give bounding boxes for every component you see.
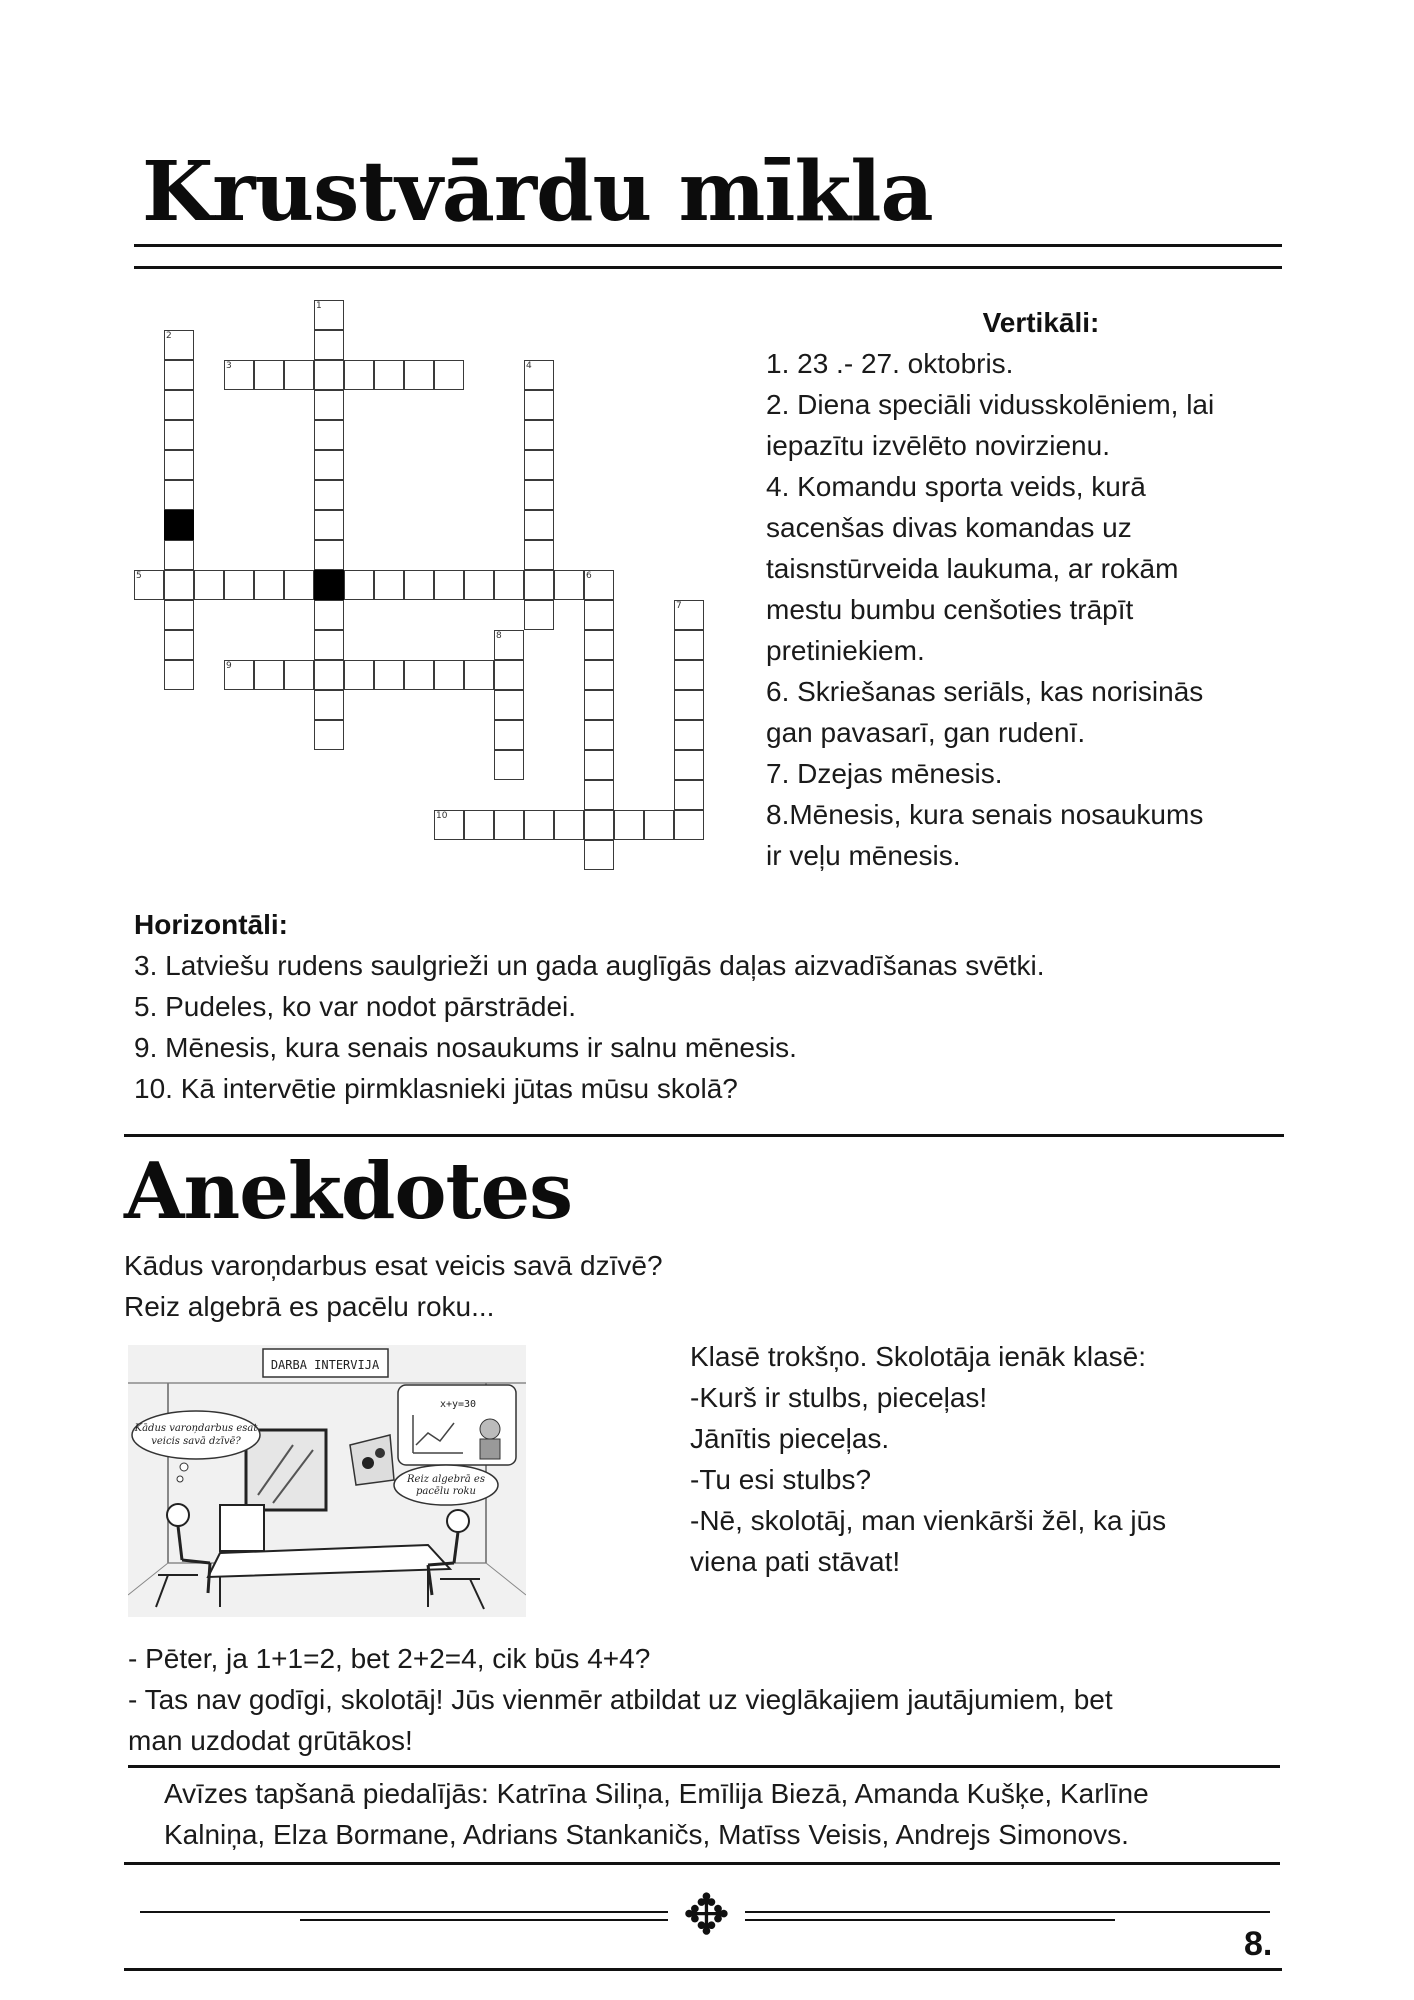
- crossword-cell[interactable]: [404, 570, 434, 600]
- crossword-cell[interactable]: [284, 570, 314, 600]
- vertical-clue-line: taisnstūrveida laukuma, ar rokām: [766, 553, 1179, 584]
- crossword-cell[interactable]: [524, 390, 554, 420]
- crossword-cell[interactable]: [674, 750, 704, 780]
- horizontal-clue-line: 5. Pudeles, ko var nodot pārstrādei.: [134, 991, 577, 1022]
- horizontal-clue-line: 9. Mēnesis, kura senais nosaukums ir salnu mēnesis.: [134, 1032, 797, 1063]
- joke-line: man uzdodat grūtākos!: [128, 1725, 413, 1756]
- vertical-clue-line: mestu bumbu cenšoties trāpīt: [766, 594, 1134, 625]
- crossword-cell[interactable]: [674, 690, 704, 720]
- crossword-cell[interactable]: [314, 660, 344, 690]
- crossword-cell[interactable]: [254, 660, 284, 690]
- cartoon-sign: DARBA INTERVIJA: [270, 1358, 380, 1372]
- vertical-heading: Vertikāli:: [982, 307, 1100, 338]
- crossword-cell[interactable]: [644, 810, 674, 840]
- joke-line: - Tas nav godīgi, skolotāj! Jūs vienmēr atbildat uz vieglākajiem jautājumiem, bet: [128, 1684, 1113, 1715]
- vertical-clue-line: 2. Diena speciāli vidusskolēniem, lai: [766, 389, 1215, 420]
- ornament-line-right-2: [745, 1919, 1115, 1921]
- crossword-cell[interactable]: [314, 360, 344, 390]
- crossword-cell[interactable]: [194, 570, 224, 600]
- crossword-cell[interactable]: [524, 510, 554, 540]
- vertical-clue-line: sacenšas divas komandas uz: [766, 512, 1132, 543]
- page-number: 8.: [1244, 1925, 1273, 1963]
- crossword-cell[interactable]: [164, 630, 194, 660]
- job-interview-cartoon: [128, 1345, 526, 1617]
- vertical-clue-line: iepazītu izvēlēto novirzienu.: [766, 430, 1110, 461]
- crossword-cell[interactable]: [374, 660, 404, 690]
- ornament-line-left-2: [300, 1919, 668, 1921]
- crossword-cell[interactable]: [494, 720, 524, 750]
- crossword-cell[interactable]: [284, 360, 314, 390]
- crossword-cell[interactable]: [584, 810, 614, 840]
- horizontal-clue-line: 3. Latviešu rudens saulgrieži un gada auglīgās daļas aizvadīšanas svētki.: [134, 950, 1045, 981]
- credits-rule-bottom: [124, 1862, 1280, 1865]
- crossword-cell[interactable]: [674, 780, 704, 810]
- crossword-cell[interactable]: [164, 360, 194, 390]
- crossword-cell[interactable]: [224, 570, 254, 600]
- crossword-title: Krustvārdu mīkla: [142, 144, 933, 240]
- crossword-cell[interactable]: [404, 660, 434, 690]
- clue-number: 4: [526, 361, 532, 371]
- credits-line: Kalniņa, Elza Bormane, Adrians Stankaničs, Matīss Veisis, Andrejs Simonovs.: [164, 1819, 1129, 1850]
- crossword-cell[interactable]: [584, 630, 614, 660]
- joke-line: Reiz algebrā es pacēlu roku...: [124, 1291, 495, 1322]
- joke-line: -Kurš ir stulbs, pieceļas!: [690, 1382, 988, 1413]
- crossword-cell[interactable]: [254, 360, 284, 390]
- ornament-line-right-1: [745, 1911, 1270, 1913]
- crossword-cell[interactable]: [464, 810, 494, 840]
- crossword-cell[interactable]: [374, 570, 404, 600]
- ornament-line-left-1: [140, 1911, 668, 1913]
- crossword-cell[interactable]: [314, 450, 344, 480]
- crossword-cell[interactable]: [584, 600, 614, 630]
- crossword-cell[interactable]: [164, 660, 194, 690]
- crossword-cell[interactable]: [554, 810, 584, 840]
- credits-line: Avīzes tapšanā piedalījās: Katrīna Siliņa, Emīlija Biezā, Amanda Kušķe, Karlīne: [164, 1778, 1149, 1809]
- clue-number: 1: [316, 301, 322, 311]
- crossword-cell[interactable]: [314, 690, 344, 720]
- crossword-cell[interactable]: [584, 780, 614, 810]
- crossword-cell[interactable]: [314, 390, 344, 420]
- clue-number: 5: [136, 571, 142, 581]
- crossword-cell[interactable]: [524, 420, 554, 450]
- vertical-clue-line: gan pavasarī, gan rudenī.: [766, 717, 1086, 748]
- horizontal-clue-list: [134, 945, 1284, 1109]
- crossword-cell[interactable]: [434, 570, 464, 600]
- joke-line: - Pēter, ja 1+1=2, bet 2+2=4, cik būs 4+4?: [128, 1643, 651, 1674]
- footer-rule: [124, 1968, 1282, 1971]
- crossword-cell[interactable]: [524, 600, 554, 630]
- crossword-cell[interactable]: [524, 810, 554, 840]
- cartoon-board: x+y=30: [439, 1399, 477, 1410]
- cartoon-bubble-right-2: pacēlu roku: [416, 1486, 476, 1497]
- joke-line: Jānītis pieceļas.: [690, 1423, 890, 1454]
- jokes-title: Anekdotes: [124, 1146, 573, 1237]
- crossword-cell[interactable]: [524, 540, 554, 570]
- crossword-cell[interactable]: [284, 660, 314, 690]
- crossword-cell[interactable]: [674, 720, 704, 750]
- clue-number: 7: [676, 601, 682, 611]
- vertical-clue-line: 7. Dzejas mēnesis.: [766, 758, 1003, 789]
- vertical-clue-line: 4. Komandu sporta veids, kurā: [766, 471, 1146, 502]
- joke-1: [124, 1245, 663, 1327]
- crossword-cell[interactable]: [494, 750, 524, 780]
- crossword-cell[interactable]: [524, 450, 554, 480]
- joke-line: Kādus varoņdarbus esat veicis savā dzīvē?: [124, 1250, 663, 1281]
- vertical-clue-line: ir veļu mēnesis.: [766, 840, 961, 871]
- crossword-cell[interactable]: [164, 480, 194, 510]
- credits: [164, 1773, 1149, 1855]
- crossword-cell[interactable]: [584, 720, 614, 750]
- joke-line: viena pati stāvat!: [690, 1546, 901, 1577]
- clue-number: 10: [436, 811, 448, 821]
- crossword-cell[interactable]: [494, 810, 524, 840]
- crossword-cell[interactable]: [434, 360, 464, 390]
- vertical-clue-line: 6. Skriešanas seriāls, kas norisinās: [766, 676, 1204, 707]
- fleuron-icon: ✥: [683, 1883, 730, 1948]
- title-rule-top: [134, 244, 1282, 247]
- crossword-cell[interactable]: [314, 630, 344, 660]
- joke-line: -Nē, skolotāj, man vienkārši žēl, ka jūs: [690, 1505, 1167, 1536]
- crossword-cell[interactable]: [464, 570, 494, 600]
- crossword-cell[interactable]: [674, 660, 704, 690]
- section-divider: [124, 1134, 1284, 1137]
- horizontal-clues: [134, 904, 1284, 1109]
- crossword-cell[interactable]: [314, 510, 344, 540]
- crossword-cell[interactable]: [464, 660, 494, 690]
- clue-number: 2: [166, 331, 172, 341]
- crossword-cell[interactable]: [164, 450, 194, 480]
- crossword-cell[interactable]: [344, 360, 374, 390]
- crossword-cell[interactable]: [404, 360, 434, 390]
- crossword-cell[interactable]: [314, 330, 344, 360]
- crossword-cell[interactable]: [374, 360, 404, 390]
- crossword-cell[interactable]: [254, 570, 284, 600]
- crossword-cell[interactable]: [344, 660, 374, 690]
- crossword-cell[interactable]: [164, 390, 194, 420]
- cartoon-bubble-right-1: Reiz algebrā es: [407, 1474, 485, 1485]
- crossword-black-cell: [164, 510, 194, 540]
- crossword-cell[interactable]: [584, 690, 614, 720]
- title-rule-bottom: [134, 266, 1282, 269]
- vertical-clue-list: [766, 343, 1296, 876]
- clue-number: 3: [226, 361, 232, 371]
- crossword-cell[interactable]: [314, 420, 344, 450]
- vertical-clues: [766, 302, 1296, 876]
- joke-line: -Tu esi stulbs?: [690, 1464, 872, 1495]
- crossword-cell[interactable]: [674, 810, 704, 840]
- credits-rule-top: [128, 1765, 1280, 1768]
- crossword-cell[interactable]: [554, 570, 584, 600]
- horizontal-heading: Horizontāli:: [134, 909, 288, 940]
- crossword-cell[interactable]: [314, 720, 344, 750]
- joke-3: [128, 1638, 1113, 1761]
- vertical-clue-line: pretiniekiem.: [766, 635, 925, 666]
- cartoon-bubble-left-2: veicis savā dzīvē?: [151, 1436, 241, 1447]
- crossword-cell[interactable]: [584, 840, 614, 870]
- crossword-cell[interactable]: [164, 540, 194, 570]
- clue-number: 8: [496, 631, 502, 641]
- crossword-cell[interactable]: [164, 600, 194, 630]
- clue-number: 6: [586, 571, 592, 581]
- crossword-cell[interactable]: [524, 480, 554, 510]
- crossword-cell[interactable]: [344, 570, 374, 600]
- crossword-cell[interactable]: [524, 570, 554, 600]
- crossword-cell[interactable]: [584, 750, 614, 780]
- crossword-cell[interactable]: [314, 540, 344, 570]
- crossword-cell[interactable]: [674, 630, 704, 660]
- joke-2: [690, 1336, 1166, 1582]
- crossword-cell[interactable]: [584, 660, 614, 690]
- crossword-cell[interactable]: [494, 690, 524, 720]
- cartoon-drawing: [128, 1345, 526, 1617]
- crossword-cell[interactable]: [494, 660, 524, 690]
- cartoon-bubble-left-1: Kādus varoņdarbus esat: [134, 1423, 258, 1434]
- vertical-clue-line: 8.Mēnesis, kura senais nosaukums: [766, 799, 1204, 830]
- vertical-clue-line: 1. 23 .- 27. oktobris.: [766, 348, 1014, 379]
- crossword-cell[interactable]: [494, 570, 524, 600]
- crossword-cell[interactable]: [314, 600, 344, 630]
- crossword-cell[interactable]: [434, 660, 464, 690]
- joke-line: Klasē trokšņo. Skolotāja ienāk klasē:: [690, 1341, 1147, 1372]
- crossword-cell[interactable]: [164, 570, 194, 600]
- horizontal-clue-line: 10. Kā intervētie pirmklasnieki jūtas mūsu skolā?: [134, 1073, 738, 1104]
- crossword-cell[interactable]: [614, 810, 644, 840]
- crossword-black-cell: [314, 570, 344, 600]
- crossword-cell[interactable]: [164, 420, 194, 450]
- crossword-cell[interactable]: [314, 480, 344, 510]
- clue-number: 9: [226, 661, 232, 671]
